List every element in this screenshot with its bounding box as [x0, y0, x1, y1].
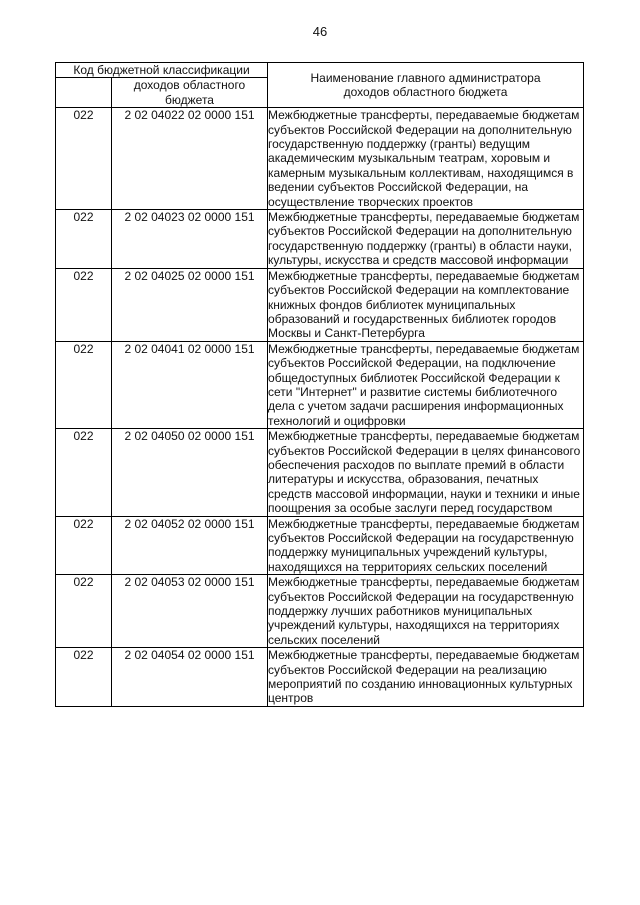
admin-code-cell: 022: [56, 341, 112, 428]
header-administrator-code: [56, 78, 112, 108]
income-name-cell: Межбюджетные трансферты, передаваемые бюджетам субъектов Российской Федерации на комплектование книжных фондов библиотек муниципальных образований и государственных библиотек городов Москвы и Санкт-Петербурга: [268, 268, 584, 341]
income-code-cell: 2 02 04054 02 0000 151: [112, 648, 268, 707]
table-row: [56, 516, 584, 575]
income-code-cell: 2 02 04052 02 0000 151: [112, 516, 268, 575]
income-name-cell: Межбюджетные трансферты, передаваемые бюджетам субъектов Российской Федерации на государственную поддержку лучших работников муниципальных учреждений культуры, находящихся на территориях сельских поселений: [268, 575, 584, 648]
income-code-cell: 2 02 04022 02 0000 151: [112, 108, 268, 210]
admin-code-cell: 022: [56, 429, 112, 516]
budget-classification-table: [55, 62, 584, 707]
admin-code-cell: 022: [56, 108, 112, 210]
table-row: [56, 575, 584, 648]
header-income-code: [112, 78, 268, 108]
table-body: [56, 108, 584, 707]
table-row: [56, 341, 584, 428]
admin-code-cell: 022: [56, 516, 112, 575]
admin-code-cell: 022: [56, 575, 112, 648]
admin-code-cell: 022: [56, 210, 112, 269]
income-name-cell: Межбюджетные трансферты, передаваемые бюджетам субъектов Российской Федерации, на подключение общедоступных библиотек Российской Федерации к сети "Интернет" и развитие системы библиотечного дела с учетом задачи расширения информационных технологий и оцифровки: [268, 341, 584, 428]
income-name-cell: Межбюджетные трансферты, передаваемые бюджетам субъектов Российской Федерации в целях финансового обеспечения расходов по выплате премий в области литературы и искусства, образования, печатных средств массовой информации, науки и техники и иные поощрения за особые заслуги перед государством: [268, 429, 584, 516]
table-row: [56, 429, 584, 516]
header-budget-classification-code: Код бюджетной классификации: [56, 63, 268, 78]
header-administrator-name: [268, 63, 584, 108]
table-header: [56, 63, 584, 108]
header-income-code-line2: бюджета: [165, 92, 214, 107]
income-code-cell: 2 02 04050 02 0000 151: [112, 429, 268, 516]
table-row: [56, 210, 584, 269]
admin-code-cell: 022: [56, 268, 112, 341]
page-number: 46: [312, 24, 328, 39]
header-administrator-name-line1: Наименование главного администратора: [310, 70, 541, 85]
income-code-cell: 2 02 04025 02 0000 151: [112, 268, 268, 341]
header-administrator-name-line2: доходов областного бюджета: [343, 85, 508, 100]
table-row: [56, 108, 584, 210]
income-code-cell: 2 02 04053 02 0000 151: [112, 575, 268, 648]
income-name-cell: Межбюджетные трансферты, передаваемые бюджетам субъектов Российской Федерации на дополнительную государственную поддержку (гранты) ведущим академическим музыкальным театрам, хоровым и камерным музыкальным коллективам, находящимся в ведении субъектов Российской Федерации, на осуществление творческих проектов: [268, 108, 584, 210]
admin-code-cell: 022: [56, 648, 112, 707]
income-name-cell: Межбюджетные трансферты, передаваемые бюджетам субъектов Российской Федерации на дополнительную государственную поддержку (гранты) в области науки, культуры, искусства и средств массовой информации: [268, 210, 584, 269]
income-code-cell: 2 02 04023 02 0000 151: [112, 210, 268, 269]
table-row: [56, 648, 584, 707]
income-name-cell: Межбюджетные трансферты, передаваемые бюджетам субъектов Российской Федерации на государственную поддержку муниципальных учреждений культуры, находящихся на территориях сельских поселений: [268, 516, 584, 575]
income-name-cell: Межбюджетные трансферты, передаваемые бюджетам субъектов Российской Федерации на реализацию мероприятий по созданию инновационных культурных центров: [268, 648, 584, 707]
header-income-code-line1: доходов областного: [133, 78, 246, 93]
table-row: [56, 268, 584, 341]
income-code-cell: 2 02 04041 02 0000 151: [112, 341, 268, 428]
